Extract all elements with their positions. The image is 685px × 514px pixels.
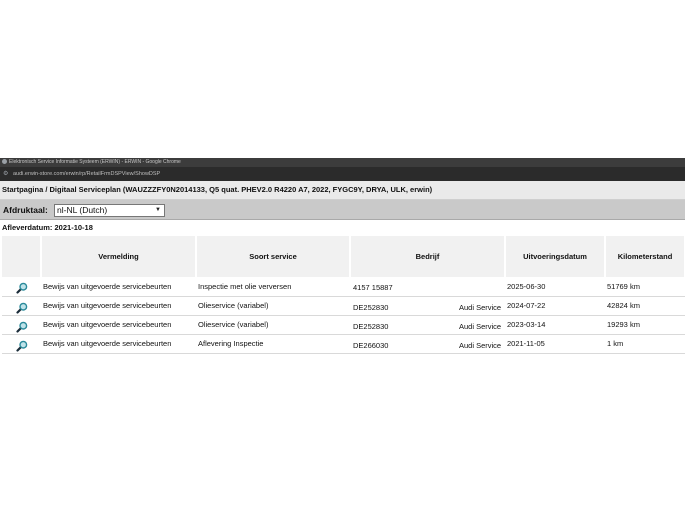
table-row (2, 315, 685, 334)
row-action-cell[interactable] (2, 315, 41, 334)
address-bar[interactable] (0, 167, 685, 181)
cell-soort-service: Olieservice (variabel) (196, 296, 350, 315)
cell-bedrijf (350, 277, 505, 296)
row-action-cell[interactable] (2, 334, 41, 353)
magnifier-icon[interactable] (16, 282, 28, 294)
cell-kilometerstand: 51769 km (605, 277, 685, 296)
breadcrumb-text[interactable]: Startpagina / Digitaal Serviceplan (WAUZZZFY0N2014133, Q5 quat. PHEV2.0 R4220 A7, 2022, FYGC9Y, DRYA, ULK, erwin) (2, 185, 433, 194)
cell-kilometerstand: 19293 km (605, 315, 685, 334)
cell-vermelding: Bewijs van uitgevoerde servicebeurten (41, 277, 196, 296)
chrome-icon (2, 159, 7, 164)
site-settings-icon[interactable]: ⚙ (3, 171, 9, 177)
header-vermelding[interactable]: Vermelding (41, 236, 196, 277)
cell-bedrijf-code: DE252830 (353, 321, 389, 331)
cell-soort-service: Aflevering Inspectie (196, 334, 350, 353)
cell-vermelding: Bewijs van uitgevoerde servicebeurten (41, 296, 196, 315)
language-select-value: nl-NL (Dutch) (57, 205, 108, 215)
table-row (2, 296, 685, 315)
magnifier-icon[interactable] (16, 340, 28, 352)
service-table (2, 236, 685, 354)
cell-uitvoeringsdatum: 2024-07-22 (505, 296, 605, 315)
cell-bedrijf-name: Audi Service (459, 321, 502, 331)
cell-kilometerstand: 1 km (605, 334, 685, 353)
row-action-cell[interactable] (2, 296, 41, 315)
cell-kilometerstand: 42824 km (605, 296, 685, 315)
url-text[interactable]: audi.erwin-store.com/erwin/rp/RetailFrmDSPView/ShowDSP (13, 171, 161, 177)
cell-uitvoeringsdatum: 2025-06-30 (505, 277, 605, 296)
cell-soort-service: Olieservice (variabel) (196, 315, 350, 334)
cell-bedrijf (350, 296, 505, 315)
cell-uitvoeringsdatum: 2023-03-14 (505, 315, 605, 334)
table-header-row (2, 236, 685, 277)
table-row (2, 334, 685, 353)
cell-bedrijf (350, 334, 505, 353)
magnifier-icon[interactable] (16, 321, 28, 333)
browser-title-bar (0, 158, 685, 167)
cell-bedrijf-code: DE252830 (353, 302, 389, 312)
cell-bedrijf (350, 315, 505, 334)
chevron-down-icon: ▼ (155, 207, 161, 213)
cell-bedrijf-code: 4157 15887 (353, 283, 393, 292)
header-soort-service[interactable]: Soort service (196, 236, 350, 277)
cell-bedrijf-code: DE266030 (353, 340, 389, 350)
cell-vermelding: Bewijs van uitgevoerde servicebeurten (41, 334, 196, 353)
cell-soort-service: Inspectie met olie verversen (196, 277, 350, 296)
language-label: Afdruktaal: (3, 205, 48, 215)
breadcrumb (0, 181, 685, 200)
cell-bedrijf-name: Audi Service (459, 302, 502, 312)
header-uitvoeringsdatum[interactable]: Uitvoeringsdatum (505, 236, 605, 277)
header-bedrijf[interactable]: Bedrijf (350, 236, 505, 277)
delivery-date: Afleverdatum: 2021-10-18 (2, 223, 93, 232)
window-title: Elektronisch Service Informatie Systeem (ERWIN) - ERWIN - Google Chrome (9, 159, 181, 165)
header-kilometerstand[interactable]: Kilometerstand (605, 236, 685, 277)
header-icon-col (2, 236, 41, 277)
cell-uitvoeringsdatum: 2021-11-05 (505, 334, 605, 353)
magnifier-icon[interactable] (16, 302, 28, 314)
cell-vermelding: Bewijs van uitgevoerde servicebeurten (41, 315, 196, 334)
table-row (2, 277, 685, 296)
row-action-cell[interactable] (2, 277, 41, 296)
language-bar (0, 200, 685, 220)
cell-bedrijf-name: Audi Service (459, 340, 502, 350)
language-select[interactable] (54, 204, 165, 217)
